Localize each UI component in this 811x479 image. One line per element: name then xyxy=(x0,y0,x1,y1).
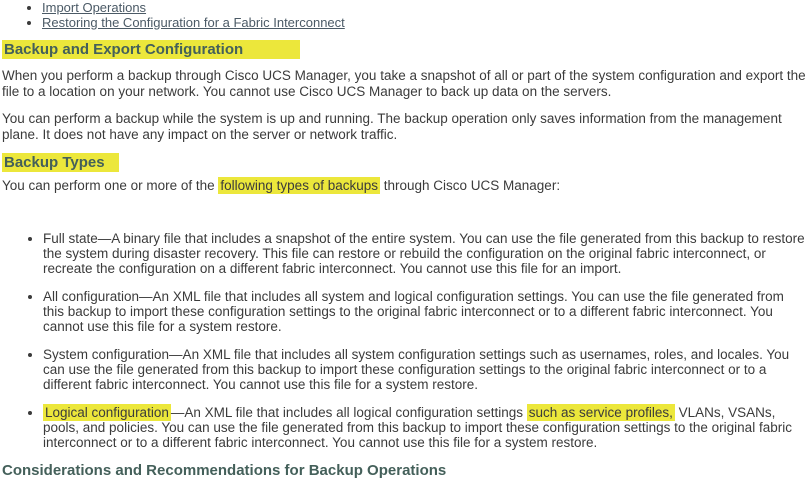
toc-item xyxy=(42,1,808,15)
heading-backup-types xyxy=(2,155,808,171)
toc-link-import-operations[interactable]: Import Operations xyxy=(42,0,147,15)
text-segment: VLANs, VSANs, pools, and policies. You can use the file generated from this backup to import these configuration settings to the original fabric interconnect or to a different fabric interconnect. You cannot use this file for a system restore. xyxy=(43,404,792,450)
highlighted-heading-text: Backup and Export Configuration xyxy=(2,40,300,59)
toc-item xyxy=(42,16,808,30)
highlighted-text: Logical configuration xyxy=(45,404,169,420)
heading-backup-and-export-configuration xyxy=(2,42,808,58)
highlighted-heading-text: Backup Types xyxy=(2,153,119,172)
list-item-all-configuration: • All configuration—An XML file that includes all system and logical configuration settings. You can use the file generated from this backup to import these configuration settings to the original fabric interconnect or to a different fabric interconnect. You cannot use this file for a system restore. xyxy=(43,289,808,334)
list-item-system-configuration: • System configuration—An XML file that includes all system configuration settings such as usernames, roles, and locales. You can use the file generated from this backup to import these configuration settings to the original fabric interconnect or to a different fabric interconnect. You cannot use this file for a system restore. xyxy=(43,347,808,392)
toc-list xyxy=(2,1,808,29)
toc-link-restoring-configuration[interactable]: Restoring the Configuration for a Fabric Interconnect xyxy=(42,14,345,30)
paragraph-backup-overview: When you perform a backup through Cisco UCS Manager, you take a snapshot of all or part of the system configuration and export the file to a location on your network. You cannot use Cisco UCS Manager to back up data on the servers. xyxy=(2,68,806,99)
list-item-full-state: • Full state—A binary file that includes a snapshot of the entire system. You can use the file generated from this backup to restore the system during disaster recovery. This file can restore or rebuild the configuration on the original fabric interconnect, or recreate the configuration on a different fabric interconnect. You cannot use this file for an import. xyxy=(43,231,808,276)
list-item-logical-configuration xyxy=(43,405,808,450)
heading-considerations-recommendations: Considerations and Recommendations for Backup Operations xyxy=(2,461,447,479)
document-page xyxy=(2,1,808,479)
backup-types-list xyxy=(2,231,808,450)
paragraph-backup-running: You can perform a backup while the system is up and running. The backup operation only saves information from the management plane. It does not have any impact on the server or network traffic. xyxy=(2,111,782,142)
text-segment: You can perform one or more of the xyxy=(2,178,219,193)
text-segment: through Cisco UCS Manager: xyxy=(379,178,561,193)
highlighted-text: following types of backups xyxy=(220,178,378,193)
paragraph-backup-types-intro xyxy=(2,178,808,194)
highlighted-text: such as service profiles, xyxy=(528,404,673,420)
text-segment: —An XML file that includes all logical configuration settings xyxy=(170,404,527,420)
